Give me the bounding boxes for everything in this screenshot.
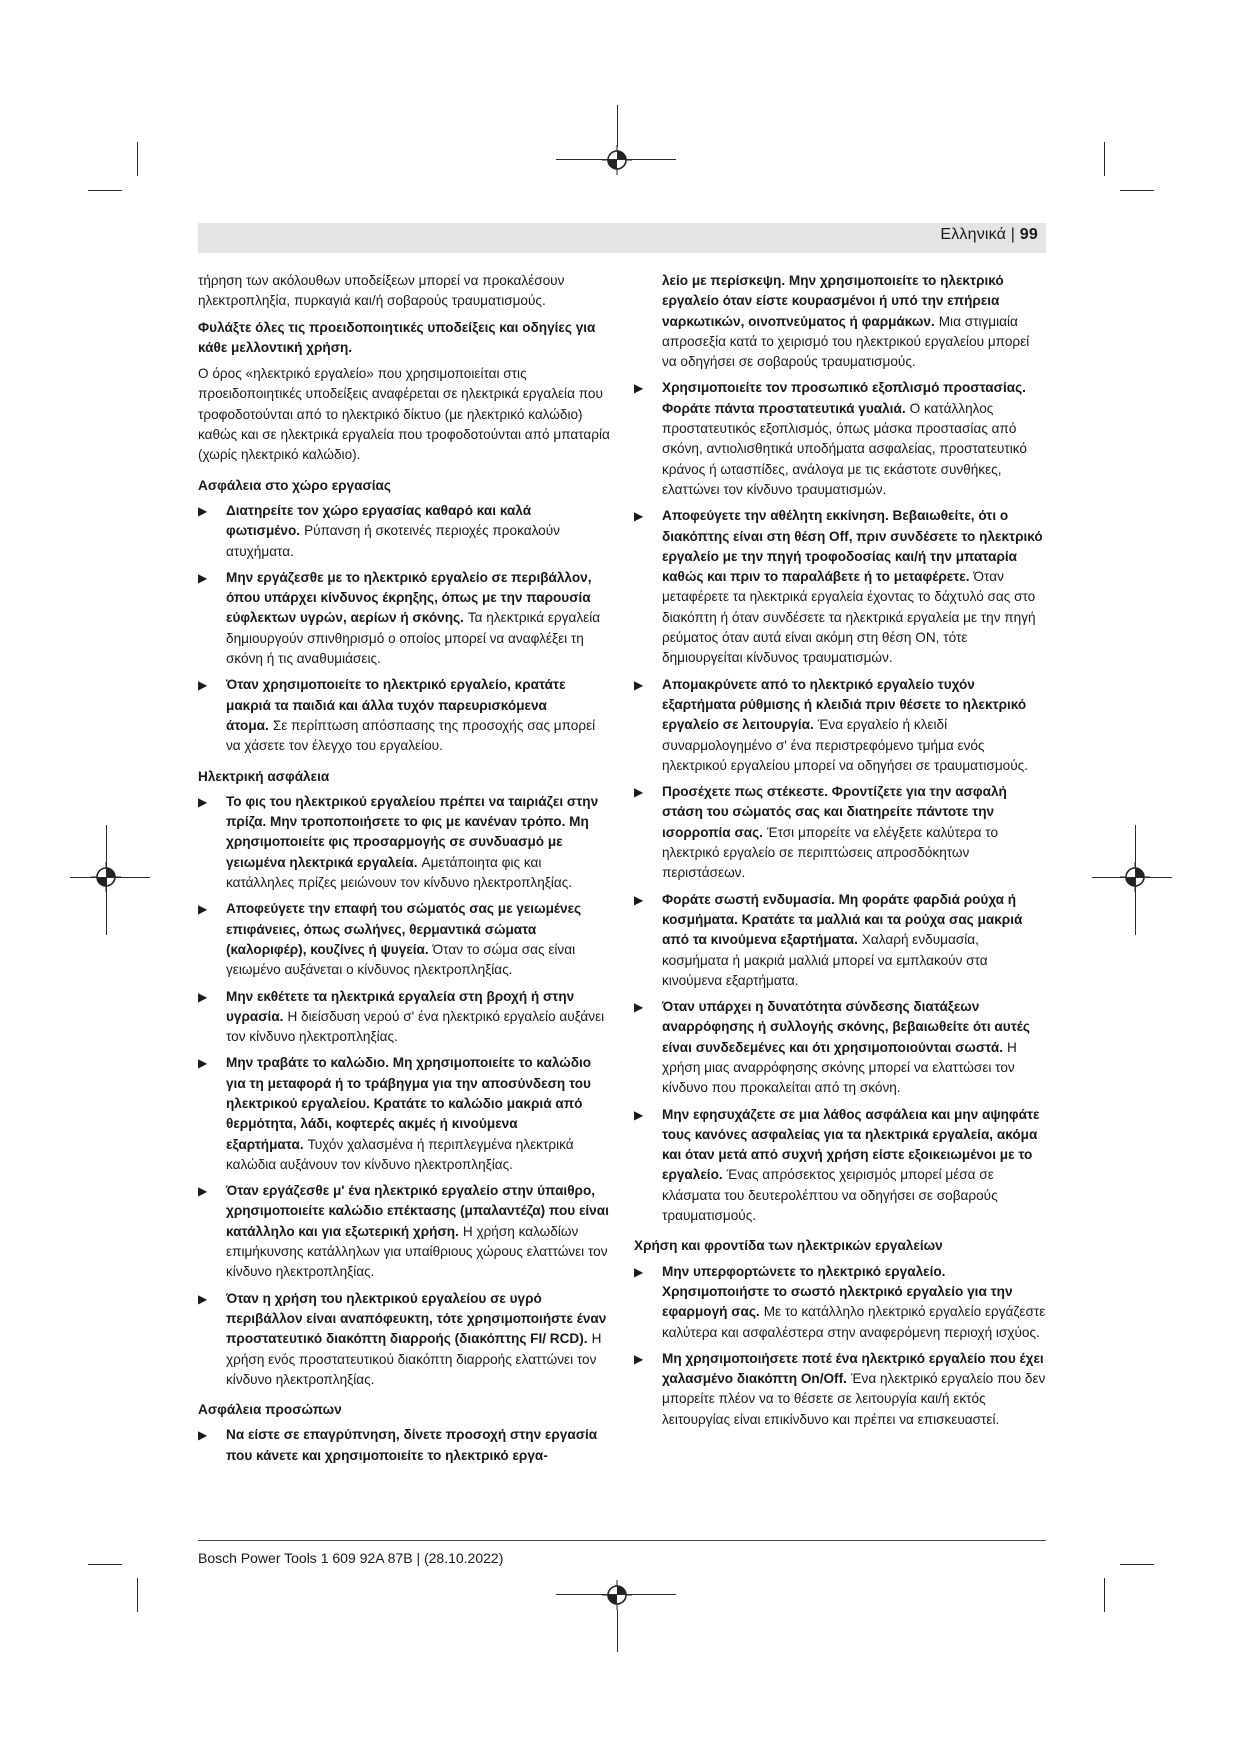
- bullet-arrow-icon: ▶: [634, 785, 644, 800]
- item-text: Αμετάποιητα φις και κατάλληλες πρίζες μειώνουν τον κίνδυνο ηλεκτροπληξίας.: [226, 854, 573, 891]
- personal-list-start: [198, 1425, 610, 1466]
- intro-paragraph: τήρηση των ακόλουθων υποδείξεων μπορεί να προκαλέσουν ηλεκτροπληξία, πυρκαγιά και/ή σοβαρούς τραυματισμούς.: [198, 273, 565, 309]
- item-text: Σε περίπτωση απόσπασης της προσοχής σας μπορεί να χάσετε τον έλεγχο του εργαλείου.: [226, 717, 596, 754]
- bullet-arrow-icon: ▶: [634, 1264, 644, 1279]
- list-item: [634, 675, 1046, 776]
- item-text: Τυχόν χαλασμένα ή περιπλεγμένα ηλεκτρικά καλώδια αυξάνουν τον κίνδυνο ηλεκτροπληξίας.: [226, 1136, 574, 1172]
- item-bold: Όταν εργάζεσθε μ' ένα ηλεκτρικό εργαλείο στην ύπαιθρο, χρησιμοποιείτε καλώδιο επέκτασης (μπαλαντέζα) που είναι κατάλληλο και για εξωτερική χρήση.: [226, 1183, 609, 1239]
- bullet-arrow-icon: ▶: [198, 902, 208, 917]
- crop-mark-bottom-left-vertical: [137, 1578, 138, 1612]
- page-number: 99: [1019, 226, 1038, 243]
- registration-line-right-horizontal: [1092, 877, 1172, 878]
- item-text: Όταν μεταφέρετε τα ηλεκτρικά εργαλεία έχοντας το δάχτυλό σας στο διακόπτη ή όταν συνδέσετε τα ηλεκτρικά εργαλεία με την πηγή ρεύματος όταν αυτά είναι ακόμη στη θέση ON, τότε δημιουργείται κίνδυνος τραυματισμών.: [662, 569, 1036, 666]
- crop-mark-bottom-right-horizontal: [1120, 1564, 1154, 1565]
- item-text: Ένας απρόσεκτος χειρισμός μπορεί μέσα σε κλάσματα του δευτερολέπτου να οδηγήσει σε σοβαρούς τραυματισμούς.: [662, 1167, 998, 1224]
- crop-mark-top-left-vertical: [137, 142, 138, 176]
- workplace-list: [198, 501, 610, 757]
- item-bold: Όταν υπάρχει η δυνατότητα σύνδεσης διατάξεων αναρρόφησης ή συλλογής σκόνης, βεβαιωθείτε ότι αυτές είναι συνδεδεμένες και ότι χρησιμοποιούνται σωστά.: [662, 999, 1030, 1055]
- tool-care-list: [634, 1262, 1046, 1430]
- page-header: [198, 223, 1046, 253]
- item-text: Η χρήση ενός προστατευτικού διακόπτη διαρροής ελαττώνει τον κίνδυνο ηλεκτροπληξίας.: [226, 1331, 602, 1387]
- item-text: Όταν το σώμα σας είναι γειωμένο αυξάνεται ο κίνδυνος ηλεκτροπληξίας.: [226, 941, 576, 978]
- list-item: [198, 1289, 610, 1390]
- item-bold: Φοράτε σωστή ενδυμασία. Μη φοράτε φαρδιά ρούχα ή κοσμήματα. Κρατάτε τα μαλλιά και τα ρούχα σας μακριά από τα κινούμενα εξαρτήματα.: [662, 891, 1023, 948]
- section-heading-electrical: Ηλεκτρική ασφάλεια: [198, 768, 330, 784]
- list-item: [198, 792, 610, 893]
- registration-line-top-horizontal: [556, 159, 676, 160]
- list-item: [198, 501, 610, 562]
- list-item: [634, 506, 1046, 668]
- item-text: Χαλαρή ενδυμασία, κοσμήματα ή μακριά μαλλιά μπορεί να εμπλακούν στα κινούμενα εξαρτήματα.: [662, 932, 988, 988]
- item-bold: Διατηρείτε τον χώρο εργασίας καθαρό και καλά φωτισμένο.: [226, 502, 532, 539]
- bullet-arrow-icon: ▶: [198, 794, 208, 809]
- bullet-arrow-icon: ▶: [198, 570, 208, 585]
- list-item: [634, 1262, 1046, 1343]
- item-bold: Χρησιμοποιείτε τον προσωπικό εξοπλισμό προστασίας. Φοράτε πάντα προστατευτικά γυαλιά.: [662, 380, 1026, 416]
- registration-line-bottom-horizontal: [556, 1594, 676, 1595]
- header-separator: |: [1010, 226, 1016, 243]
- list-item-continuation: [634, 271, 1046, 372]
- list-item: [634, 782, 1046, 883]
- crop-mark-bottom-left-horizontal: [88, 1564, 122, 1565]
- section-heading-personal: Ασφάλεια προσώπων: [198, 1402, 342, 1418]
- bullet-arrow-icon: ▶: [634, 509, 644, 524]
- registration-line-left-horizontal: [70, 877, 150, 878]
- bullet-arrow-icon: ▶: [198, 1428, 208, 1443]
- list-item: [634, 890, 1046, 991]
- right-column: [634, 271, 1046, 1436]
- registration-line-bottom-vertical: [617, 1610, 618, 1652]
- bullet-arrow-icon: ▶: [198, 1184, 208, 1199]
- registration-line-top-vertical: [617, 105, 618, 147]
- item-bold: Όταν η χρήση του ηλεκτρικού εργαλείου σε υγρό περιβάλλον είναι αναπόφευκτη, τότε χρησιμοποιήστε έναν προστατευτικό διακόπτη διαρροής (διακόπτης FI/ RCD).: [226, 1290, 607, 1347]
- item-text: Ρύπανση ή σκοτεινές περιοχές προκαλούν ατυχήματα.: [226, 523, 560, 559]
- footer-rule: [198, 1540, 1046, 1541]
- crop-mark-top-left-horizontal: [88, 190, 122, 191]
- bullet-arrow-icon: ▶: [634, 381, 644, 396]
- keep-notice: Φυλάξτε όλες τις προειδοποιητικές υποδείξεις και οδηγίες για κάθε μελλοντική χρήση.: [198, 319, 596, 355]
- item-bold: Μην τραβάτε το καλώδιο. Μη χρησιμοποιείτε το καλώδιο για τη μεταφορά ή το τράβηγμα για την αποσύνδεση του ηλεκτρικού εργαλείου. Κρατάτε το καλώδιο μακριά από θερμότητα, λάδι, κοφτερές ακμές ή κινούμενα εξαρτήματα.: [226, 1055, 592, 1152]
- list-item: [634, 1349, 1046, 1430]
- page-footer: Bosch Power Tools 1 609 92A 87B | (28.10.2022): [198, 1550, 504, 1566]
- item-bold: λείο με περίσκεψη. Μην χρησιμοποιείτε το ηλεκτρικό εργαλείο όταν είστε κουρασμένοι ή υπό την επήρεια ναρκωτικών, οινοπνεύματος ή φαρμάκων.: [662, 273, 1004, 329]
- item-text: Ο κατάλληλος προστατευτικός εξοπλισμός, όπως μάσκα προστασίας από σκόνη, αντιολισθητικά υποδήματα ασφαλείας, προστατευτικό κράνος ή ωτασπίδες, ανάλογα με τις εκάστοτε συνθήκες, ελαττώνει τον κίνδυνο τραυματισμών.: [662, 400, 1027, 497]
- registration-line-left-vertical: [106, 825, 107, 935]
- item-text: Με το κατάλληλο ηλεκτρικό εργαλείο εργάζεστε καλύτερα και ασφαλέστερα στην αναφερόμενη περιοχή ισχύος.: [662, 1304, 1046, 1340]
- section-heading-workplace: Ασφάλεια στο χώρο εργασίας: [198, 477, 391, 493]
- item-bold: Όταν χρησιμοποιείτε το ηλεκτρικό εργαλείο, κρατάτε μακριά τα παιδιά και άλλα τυχόν παρευρισκόμενα άτομα.: [226, 677, 566, 733]
- list-item: [198, 568, 610, 669]
- item-text: Ένα ηλεκτρικό εργαλείο που δεν μπορείτε πλέον να το θέσετε σε λειτουργία και/ή εκτός λειτουργίας είναι επικίνδυνο και πρέπει να επισκευαστεί.: [662, 1371, 1046, 1427]
- list-item: [198, 1181, 610, 1282]
- header-section: Ελληνικά: [940, 226, 1007, 243]
- crop-mark-top-right-vertical: [1104, 142, 1105, 176]
- bullet-arrow-icon: ▶: [198, 989, 208, 1004]
- personal-list-continued: [634, 271, 1046, 1226]
- bullet-arrow-icon: ▶: [198, 503, 208, 518]
- item-bold: Αποφεύγετε την επαφή του σώματός σας με γειωμένες επιφάνειες, όπως σωλήνες, θερμαντικά σώματα (καλοριφέρ), κουζίνες ή ψυγεία.: [226, 901, 582, 957]
- bullet-arrow-icon: ▶: [634, 1000, 644, 1015]
- item-bold: Μην εκθέτετε τα ηλεκτρικά εργαλεία στη βροχή ή στην υγρασία.: [226, 988, 575, 1024]
- list-item: [634, 997, 1046, 1098]
- header-text: [940, 226, 1038, 244]
- bullet-arrow-icon: ▶: [198, 1056, 208, 1071]
- item-bold: Μην υπερφορτώνετε το ηλεκτρικό εργαλείο. Χρησιμοποιήστε το σωστό ηλεκτρικό εργαλείο για την εφαρμογή σας.: [662, 1263, 1013, 1320]
- definition-paragraph: Ο όρος «ηλεκτρικό εργαλείο» που χρησιμοποιείται στις προειδοποιητικές υποδείξεις αναφέρεται σε ηλεκτρικά εργαλεία που τροφοδοτούνται από το ηλεκτρικό δίκτυο (με ηλεκτρικό καλώδιο) καθώς και σε ηλεκτρικά εργαλεία που τροφοδοτούνται από μπαταρία (χωρίς ηλεκτρικό καλώδιο).: [198, 366, 610, 463]
- item-bold: Προσέχετε πως στέκεστε. Φροντίζετε για την ασφαλή στάση του σώματός σας και διατηρείτε πάντοτε την ισορροπία σας.: [662, 784, 1007, 840]
- left-column: [198, 271, 610, 1472]
- list-item: [198, 987, 610, 1048]
- crop-mark-bottom-right-vertical: [1104, 1578, 1105, 1612]
- list-item: [634, 378, 1046, 500]
- crop-mark-top-right-horizontal: [1120, 190, 1154, 191]
- item-bold: Αποφεύγετε την αθέλητη εκκίνηση. Βεβαιωθείτε, ότι ο διακόπτης είναι στη θέση Off, πριν συνδέσετε το ηλεκτρικό εργαλείο με την πηγή τροφοδοσίας και/ή την μπαταρία καθώς και πριν το παραλάβετε ή το μεταφέρετε.: [662, 508, 1043, 585]
- item-text: Μια στιγμιαία απροσεξία κατά το χειρισμό του ηλεκτρικού εργαλείου μπορεί να οδηγήσει σε σοβαρούς τραυματισμούς.: [662, 313, 1030, 370]
- item-bold: Μη χρησιμοποιήσετε ποτέ ένα ηλεκτρικό εργαλείο που έχει χαλασμένο διακόπτη On/Off.: [662, 1350, 1044, 1387]
- list-item: [198, 899, 610, 980]
- list-item: [198, 675, 610, 756]
- bullet-arrow-icon: ▶: [198, 1291, 208, 1306]
- item-text: Έτσι μπορείτε να ελέγξετε καλύτερα το ηλεκτρικό εργαλείο σε περιπτώσεις απροσδόκητων περιστάσεων.: [662, 824, 999, 881]
- item-bold: Μην εφησυχάζετε σε μια λάθος ασφάλεια και μην αψηφάτε τους κανόνες ασφαλείας για τα ηλεκτρικά εργαλεία, ακόμα και όταν μετά από συχνή χρήση είστε εξοικειωμένοι με το εργαλείο.: [662, 1106, 1040, 1183]
- section-heading-tool-care: Χρήση και φροντίδα των ηλεκτρικών εργαλείων: [634, 1238, 943, 1254]
- item-text: Η διείσδυση νερού σ' ένα ηλεκτρικό εργαλείο αυξάνει τον κίνδυνο ηλεκτροπληξίας.: [226, 1008, 605, 1045]
- electrical-list: [198, 792, 610, 1390]
- bullet-arrow-icon: ▶: [634, 1107, 644, 1122]
- list-item: [634, 1105, 1046, 1227]
- item-text: Η χρήση μιας αναρρόφησης σκόνης μπορεί να ελαττώσει τον κίνδυνο που προκαλείται από τη σκόνη.: [662, 1039, 1017, 1096]
- list-item: [198, 1425, 610, 1466]
- bullet-arrow-icon: ▶: [634, 1351, 644, 1366]
- bullet-arrow-icon: ▶: [634, 892, 644, 907]
- registration-mark-top-icon: [602, 145, 632, 175]
- item-bold: Να είστε σε επαγρύπνηση, δίνετε προσοχή στην εργασία που κάνετε και χρησιμοποιείτε το ηλεκτρικό εργα-: [226, 1427, 598, 1463]
- item-bold: Το φις του ηλεκτρικού εργαλείου πρέπει να ταιριάζει στην πρίζα. Μην τροποποιήσετε το φις με κανέναν τρόπο. Μη χρησιμοποιείτε φις προσαρμογής σε συνδυασμό με γειωμένα ηλεκτρικά εργαλεία.: [226, 793, 599, 870]
- bullet-arrow-icon: ▶: [634, 677, 644, 692]
- item-text: Η χρήση καλωδίων επιμήκυνσης κατάλληλων για υπαίθριους χώρους ελαττώνει τον κίνδυνο ηλεκτροπληξίας.: [226, 1223, 608, 1280]
- list-item: [198, 1053, 610, 1175]
- item-bold: Απομακρύνετε από το ηλεκτρικό εργαλείο τυχόν εξαρτήματα ρύθμισης ή κλειδιά πριν θέσετε το ηλεκτρικό εργαλείο σε λειτουργία.: [662, 676, 1027, 733]
- item-text: Ένα εργαλείο ή κλειδί συναρμολογημένο σ' ένα περιστρεφόμενο τμήμα ενός ηλεκτρικού εργαλείου μπορεί να οδηγήσει σε τραυματισμούς.: [662, 717, 1028, 773]
- item-bold: Μην εργάζεσθε με το ηλεκτρικό εργαλείο σε περιβάλλον, όπου υπάρχει κίνδυνος έκρηξης, όπως με την παρουσία εύφλεκτων υγρών, αερίων ή σκόνης.: [226, 569, 592, 626]
- item-text: Τα ηλεκτρικά εργαλεία δημιουργούν σπινθηρισμό ο οποίος μπορεί να αναφλέξει τη σκόνη ή τις αναθυμιάσεις.: [226, 610, 601, 667]
- bullet-arrow-icon: ▶: [198, 678, 208, 693]
- registration-mark-bottom-icon: [602, 1580, 632, 1610]
- registration-line-right-vertical: [1135, 825, 1136, 935]
